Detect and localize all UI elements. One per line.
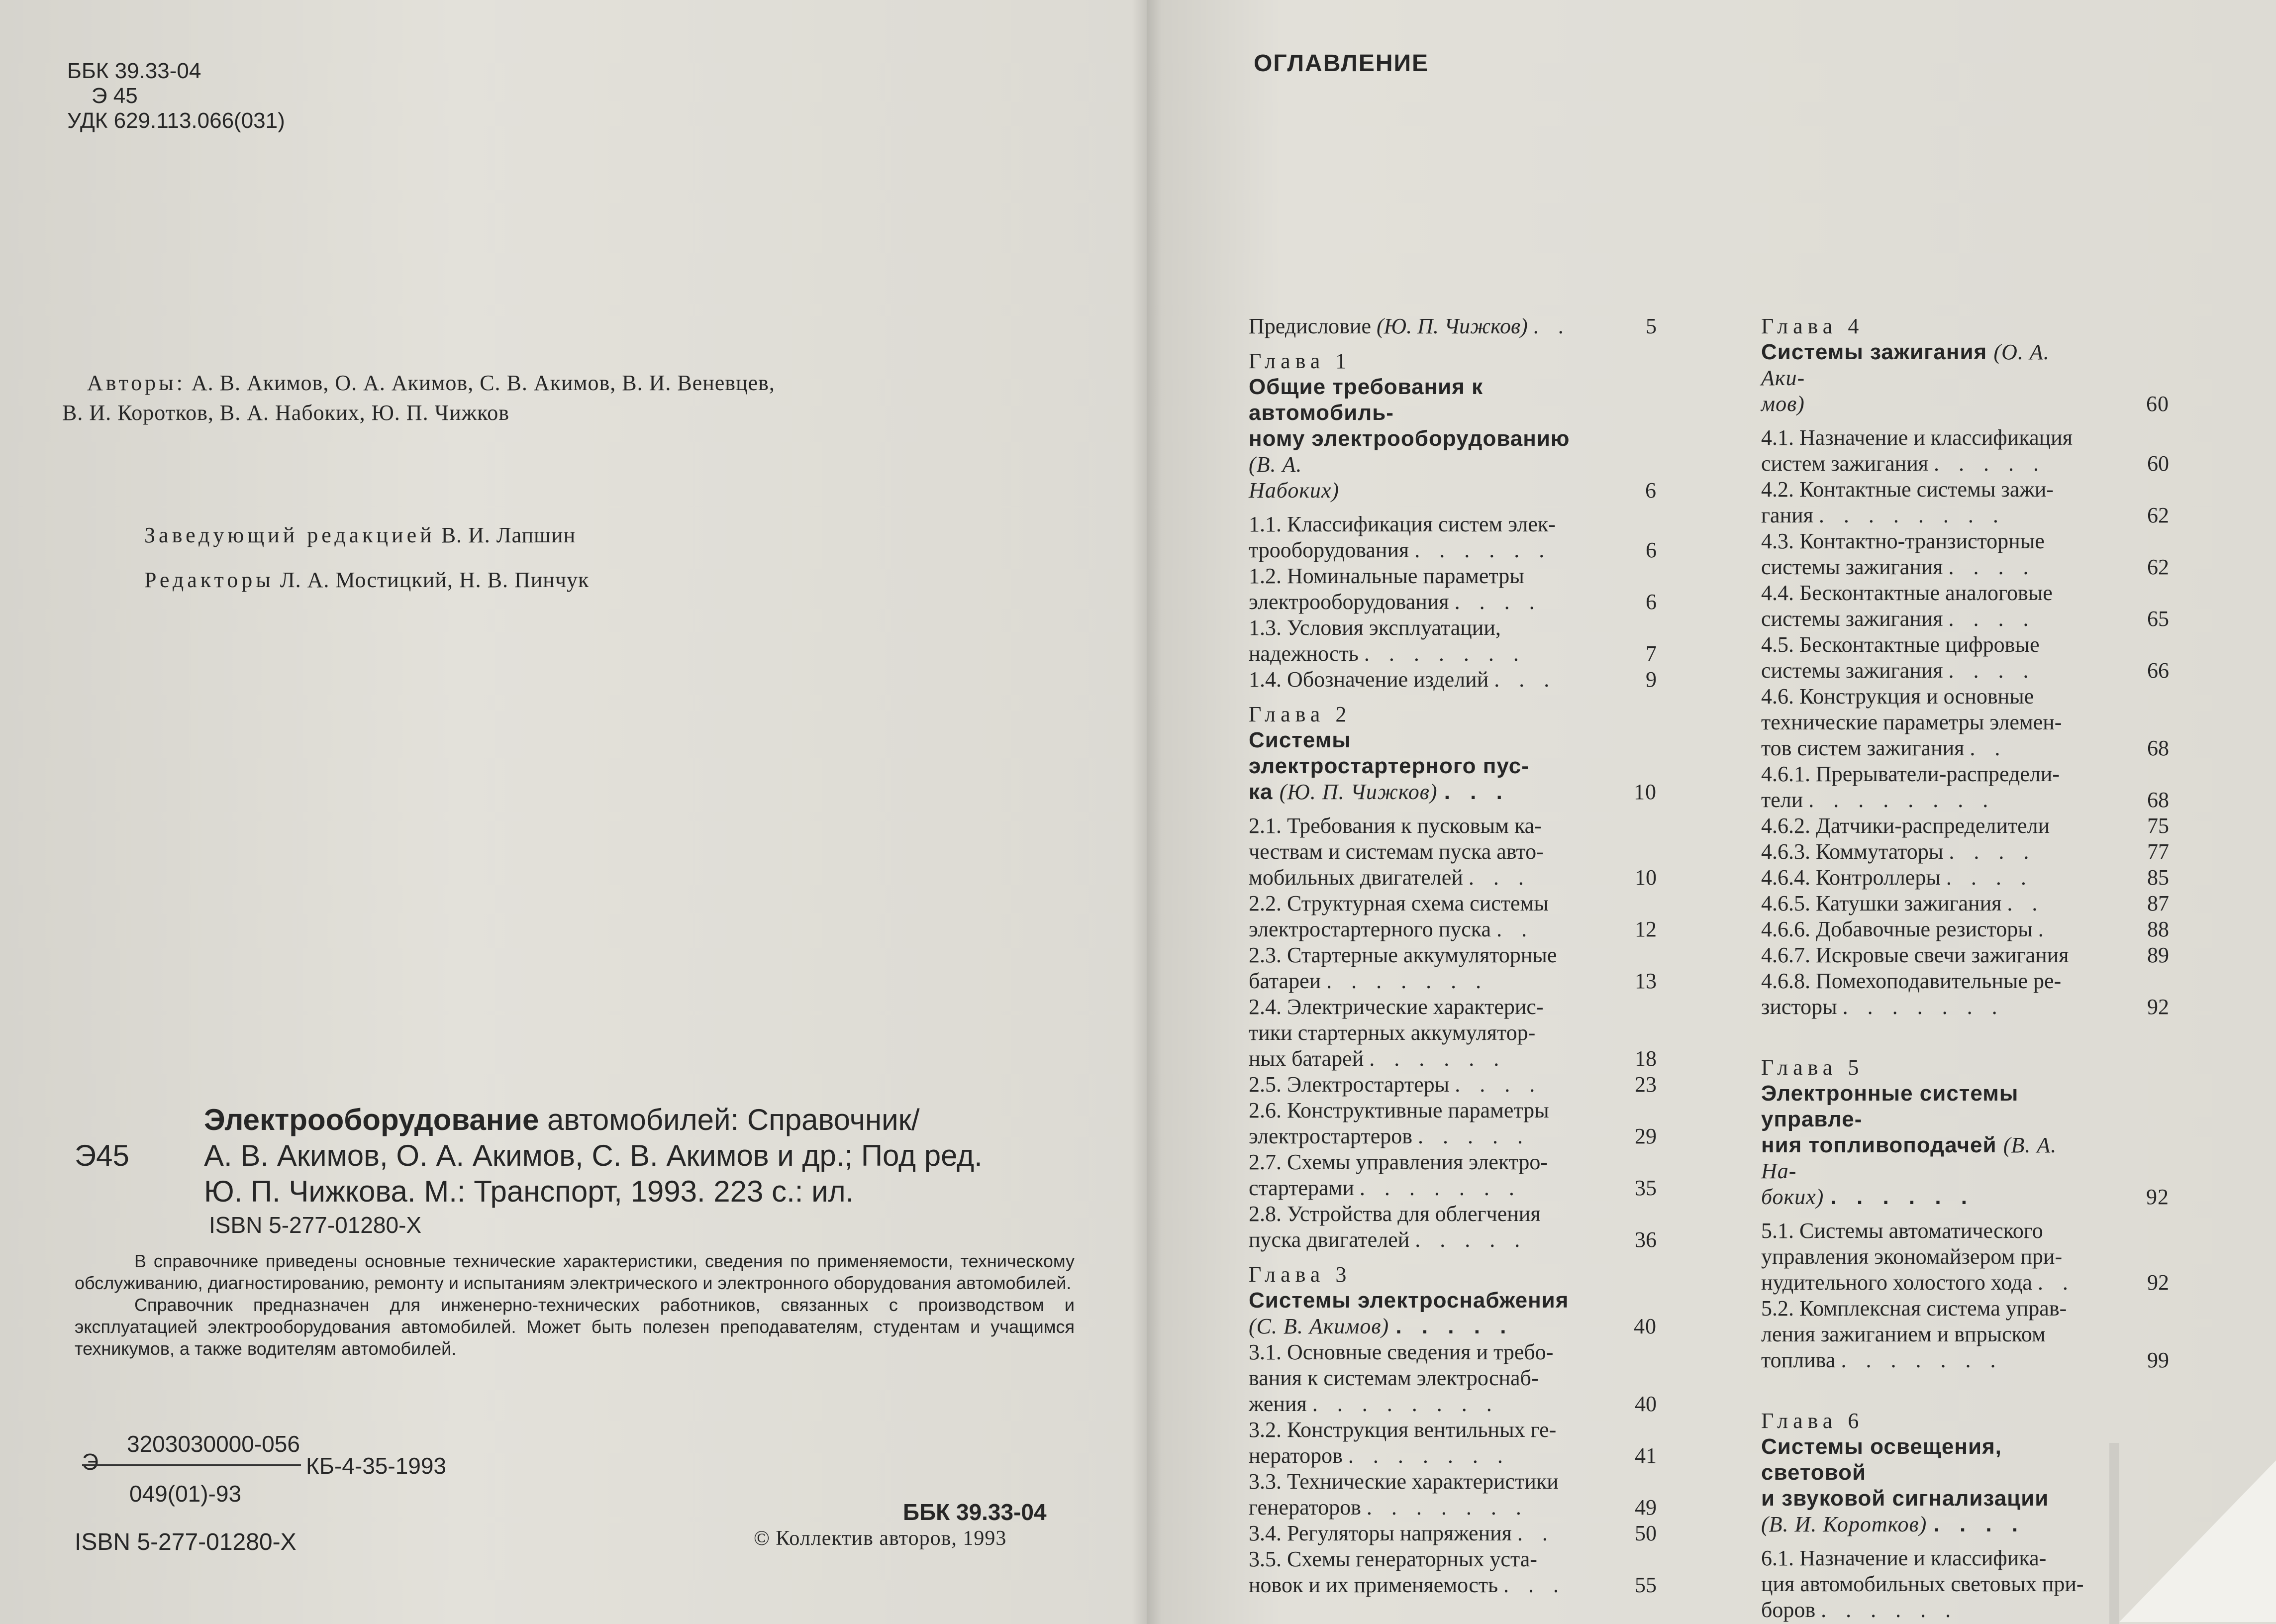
chief-editor-label: Заведующий редакцией	[144, 523, 435, 547]
toc-entry: 1.2. Номинальные параметры электрооборудования . . . . 6	[1249, 564, 1657, 614]
pub-code-top: 3203030000-056	[127, 1431, 300, 1457]
toc-entry: 4.6. Конструкция и основные технические параметры элемен- тов систем зажигания . . 68	[1761, 684, 2169, 760]
toc-entry: 2.6. Конструктивные параметры электростартеров . . . . . 29	[1249, 1098, 1657, 1148]
isbn-bottom: ISBN 5-277-01280-X	[75, 1529, 297, 1555]
bib-publisher: Ю. П. Чижкова. М.: Транспорт, 1993. 223 с.: ил.	[204, 1175, 854, 1208]
pub-series: КБ-4-35-1993	[306, 1453, 447, 1479]
toc-entry: 3.1. Основные сведения и требо- вания к системам электроснаб- жения . . . . . . . . 40	[1249, 1340, 1657, 1416]
chapter-label: Глава 5	[1761, 1055, 1864, 1080]
bibliographic-record	[75, 1102, 1075, 1360]
authors-names-2: В. И. Коротков, В. А. Набоких, Ю. П. Чижков	[62, 401, 510, 425]
annotation-paragraph-2: Справочник предназначен для инженерно-технических работников, связанных с производством и эксплуатацией электрооборудования автомобилей. Может быть полезен преподавателям, студентам и учащимся техникумов, а также водителям автомобилей.	[75, 1295, 1075, 1359]
authors-names-1: А. В. Акимов, О. А. Акимов, С. В. Акимов, В. И. Веневцев,	[191, 371, 775, 395]
chapter-label: Глава 1	[1249, 349, 1352, 373]
page-fold-shadow	[2109, 1443, 2119, 1624]
chapter-title: Системы зажигания (О. А. Аки- мов) 60	[1761, 340, 2169, 416]
authors-label: Авторы:	[87, 371, 186, 395]
pub-fraction-line	[82, 1459, 301, 1466]
toc-entry: 4.4. Бесконтактные аналоговые системы зажигания . . . . 65	[1761, 581, 2169, 631]
chapter-title: Системы электроснабжения (С. В. Акимов) . . . . . 40	[1249, 1288, 1657, 1338]
author-sign: Э 45	[67, 84, 138, 108]
toc-entry: 4.2. Контактные системы зажи- гания . . . . . . . . 62	[1761, 477, 2169, 527]
bbk-code: ББК 39.33-04	[67, 59, 201, 83]
toc-entry: 2.7. Схемы управления электро- стартерами . . . . . . . 35	[1249, 1150, 1657, 1200]
toc-entry: 3.3. Технические характеристики генераторов . . . . . . . 49	[1249, 1469, 1657, 1520]
toc-entry: 4.3. Контактно-транзисторные системы зажигания . . . . 62	[1761, 529, 2169, 579]
toc-entry: 2.8. Устройства для облегчения пуска двигателей . . . . . 36	[1249, 1202, 1657, 1252]
toc-entry: 3.2. Конструкция вентильных ге- нераторов . . . . . . . 41	[1249, 1418, 1657, 1468]
toc-entry: 1.1. Классификация систем элек- трооборудования . . . . . . 6	[1249, 512, 1657, 562]
chapter-title: Общие требования к автомобиль- ному электрооборудованию (В. А. Набоких) 6	[1249, 375, 1657, 503]
editors-label: Редакторы	[144, 568, 274, 592]
authors-block	[62, 368, 1062, 428]
toc-entry: 2.4. Электрические характерис- тики стартерных аккумулятор- ных батарей . . . . . . 18	[1249, 995, 1657, 1071]
chief-editor-name: В. И. Лапшин	[441, 523, 576, 547]
toc-entry: 3.4. Регуляторы напряжения . . 50	[1249, 1521, 1657, 1545]
pub-prefix: Э	[82, 1449, 99, 1475]
bib-authors: А. В. Акимов, О. А. Акимов, С. В. Акимов и др.; Под ред.	[204, 1139, 983, 1172]
toc-entry: 4.6.7. Искровые свечи зажигания 89	[1761, 943, 2169, 967]
toc-entry-preface: Предисловие (Ю. П. Чижков) . . 5	[1249, 314, 1657, 338]
annotation	[75, 1250, 1075, 1360]
bib-description	[75, 1102, 1075, 1210]
toc-entry: 2.1. Требования к пусковым ка- чествам и системам пуска авто- мобильных двигателей . . . 10	[1249, 813, 1657, 890]
toc-column-1	[1249, 313, 1657, 1598]
toc-entry: 4.6.2. Датчики-распределители 75	[1761, 813, 2169, 838]
toc-entry: 5.1. Системы автоматического управления экономайзером при- нудительного холостого хода . . 92	[1761, 1218, 2169, 1295]
bib-code: Э45	[75, 1139, 129, 1172]
editors-line	[144, 567, 589, 593]
toc-column-2	[1761, 313, 2169, 1623]
library-codes	[67, 59, 285, 133]
bib-title-rest: автомобилей: Справочник/	[539, 1103, 920, 1136]
toc-entry: 6.1. Назначение и классифика- ция автомобильных световых при- боров . . . . . .	[1761, 1546, 2084, 1622]
chapter-title: Системы освещения, световой и звуковой сигнализации (В. И. Коротков) . . . .	[1761, 1434, 2049, 1536]
chapter-title: Системы электростартерного пус- ка (Ю. П. Чижков) . . . 10	[1249, 728, 1657, 804]
annotation-paragraph-1: В справочнике приведены основные технические характеристики, сведения по применяемости, техническому обслуживанию, диагностированию, ремонту и испытаниям электрического и электронного оборудования автомобилей.	[75, 1251, 1075, 1293]
chapter-label: Глава 2	[1249, 702, 1352, 726]
toc-entry: 1.4. Обозначение изделий . . . 9	[1249, 667, 1657, 692]
toc-entry: 4.5. Бесконтактные цифровые системы зажигания . . . . 66	[1761, 632, 2169, 683]
page-corner-fold	[2119, 1458, 2276, 1622]
book-gutter	[1132, 0, 1162, 1624]
toc-entry: 2.3. Стартерные аккумуляторные батареи . . . . . . . 13	[1249, 943, 1657, 993]
copyright: © Коллектив авторов, 1993	[754, 1527, 1007, 1550]
toc-entry: 2.2. Структурная схема системы электростартерного пуска . . 12	[1249, 891, 1657, 941]
toc-entry: 1.3. Условия эксплуатации, надежность . . . . . . . 7	[1249, 615, 1657, 666]
toc-entry: 4.6.6. Добавочные резисторы . 88	[1761, 917, 2169, 941]
bib-isbn: ISBN 5-277-01280-X	[209, 1212, 422, 1238]
pub-code-bottom: 049(01)-93	[129, 1481, 242, 1507]
toc-entry: 4.6.5. Катушки зажигания . . 87	[1761, 891, 2169, 915]
chapter-label: Глава 3	[1249, 1262, 1352, 1287]
bbk-bottom: ББК 39.33-04	[903, 1499, 1047, 1525]
bib-title-bold: Электрооборудование	[204, 1103, 539, 1136]
toc-entry: 3.5. Схемы генераторных уста- новок и их применяемость . . . 55	[1249, 1547, 1657, 1597]
editors-names: Л. А. Мостицкий, Н. В. Пинчук	[280, 568, 590, 592]
toc-entry: 4.6.4. Контроллеры . . . . 85	[1761, 865, 2169, 890]
udk-code: УДК 629.113.066(031)	[67, 108, 285, 133]
chapter-label: Глава 4	[1761, 314, 1864, 338]
chief-editor-line	[144, 522, 576, 548]
toc-title: ОГЛАВЛЕНИЕ	[1254, 50, 1429, 77]
toc-entry: 2.5. Электростартеры . . . . 23	[1249, 1072, 1657, 1097]
toc-entry: 5.2. Комплексная система управ- ления зажиганием и впрыском топлива . . . . . . . 99	[1761, 1296, 2169, 1372]
toc-entry: 4.1. Назначение и классификация систем зажигания . . . . . 60	[1761, 425, 2169, 476]
toc-entry: 4.6.3. Коммутаторы . . . . 77	[1761, 839, 2169, 864]
toc-entry: 4.6.1. Прерыватели-распредели- тели . . . . . . . . 68	[1761, 762, 2169, 812]
page-number: 5	[1646, 314, 1657, 338]
chapter-label: Глава 6	[1761, 1409, 1864, 1433]
toc-entry: 4.6.8. Помехоподавительные ре- зисторы . . . . . . . 92	[1761, 969, 2169, 1019]
chapter-title: Электронные системы управле- ния топливоподачей (В. А. На- боких) . . . . . . 92	[1761, 1081, 2169, 1209]
